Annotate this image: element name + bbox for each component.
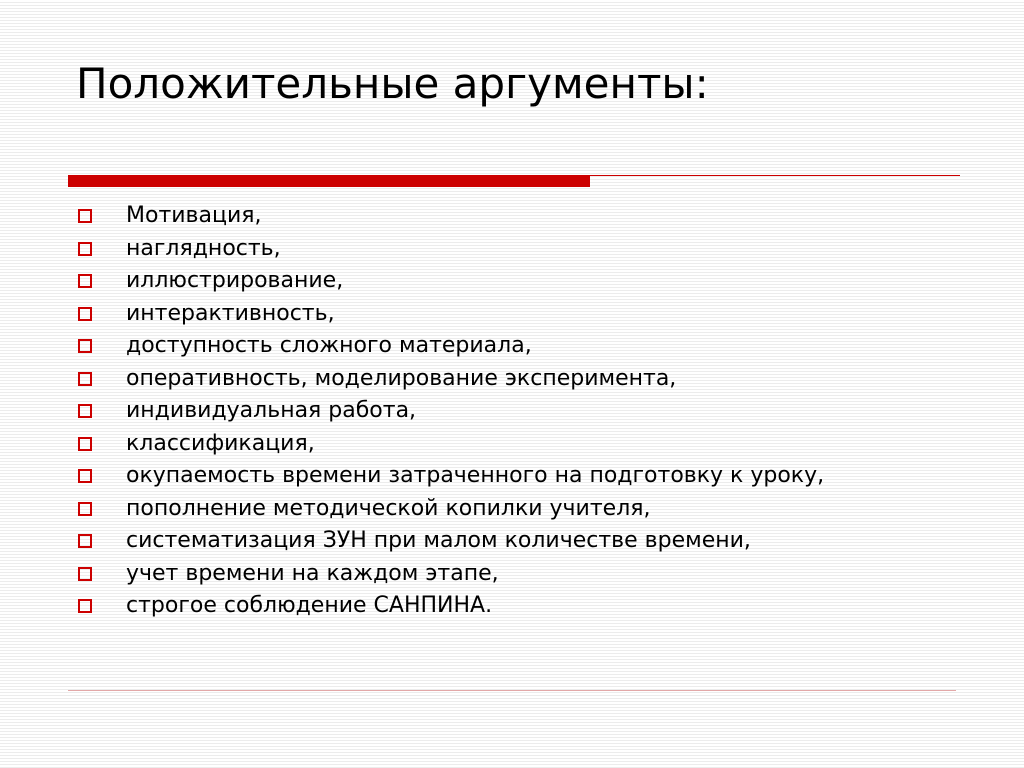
list-item: [76, 493, 906, 526]
hollow-square-icon: [78, 242, 92, 256]
list-item: [76, 428, 906, 461]
hollow-square-icon: [78, 534, 92, 548]
list-item-text: учет времени на каждом этапе,: [126, 560, 499, 586]
footer-divider: [68, 690, 956, 691]
list-item-text: оперативность, моделирование эксперимента,: [126, 365, 677, 391]
list-item-text: пополнение методической копилки учителя,: [126, 495, 651, 521]
list-item: [76, 525, 906, 558]
hollow-square-icon: [78, 567, 92, 581]
list-item-text: индивидуальная работа,: [126, 398, 417, 423]
list-item-text: наглядность,: [126, 235, 281, 261]
hollow-square-icon: [78, 372, 92, 386]
list-item: [76, 460, 906, 493]
hollow-square-icon: [78, 437, 92, 451]
list-item: [76, 200, 906, 233]
list-item: [76, 363, 906, 396]
list-item: [76, 590, 906, 623]
hollow-square-icon: [78, 307, 92, 321]
list-item-text: интерактивность,: [126, 300, 335, 326]
list-item: [76, 558, 906, 591]
list-item: [76, 265, 906, 298]
title-underline-thick: [68, 175, 590, 187]
list-item: [76, 298, 906, 331]
list-item-text: иллюстрирование,: [126, 268, 344, 293]
list-item-text: строгое соблюдение САНПИНА.: [126, 593, 493, 618]
hollow-square-icon: [78, 339, 92, 353]
hollow-square-icon: [78, 209, 92, 223]
list-item-text: доступность сложного материала,: [126, 333, 532, 358]
hollow-square-icon: [78, 469, 92, 483]
title-underline-thin: [590, 175, 960, 176]
hollow-square-icon: [78, 274, 92, 288]
list-item-text: классификация,: [126, 430, 315, 456]
list-item: [76, 395, 906, 428]
list-item-text: систематизация ЗУН при малом количестве времени,: [126, 528, 751, 553]
list-item-text: окупаемость времени затраченного на подготовку к уроку,: [126, 463, 825, 488]
bullet-list: [76, 200, 906, 623]
list-item: [76, 330, 906, 363]
slide-title: Положительные аргументы:: [76, 59, 709, 108]
hollow-square-icon: [78, 502, 92, 516]
hollow-square-icon: [78, 599, 92, 613]
list-item: [76, 233, 906, 266]
hollow-square-icon: [78, 404, 92, 418]
list-item-text: Мотивация,: [126, 203, 262, 228]
